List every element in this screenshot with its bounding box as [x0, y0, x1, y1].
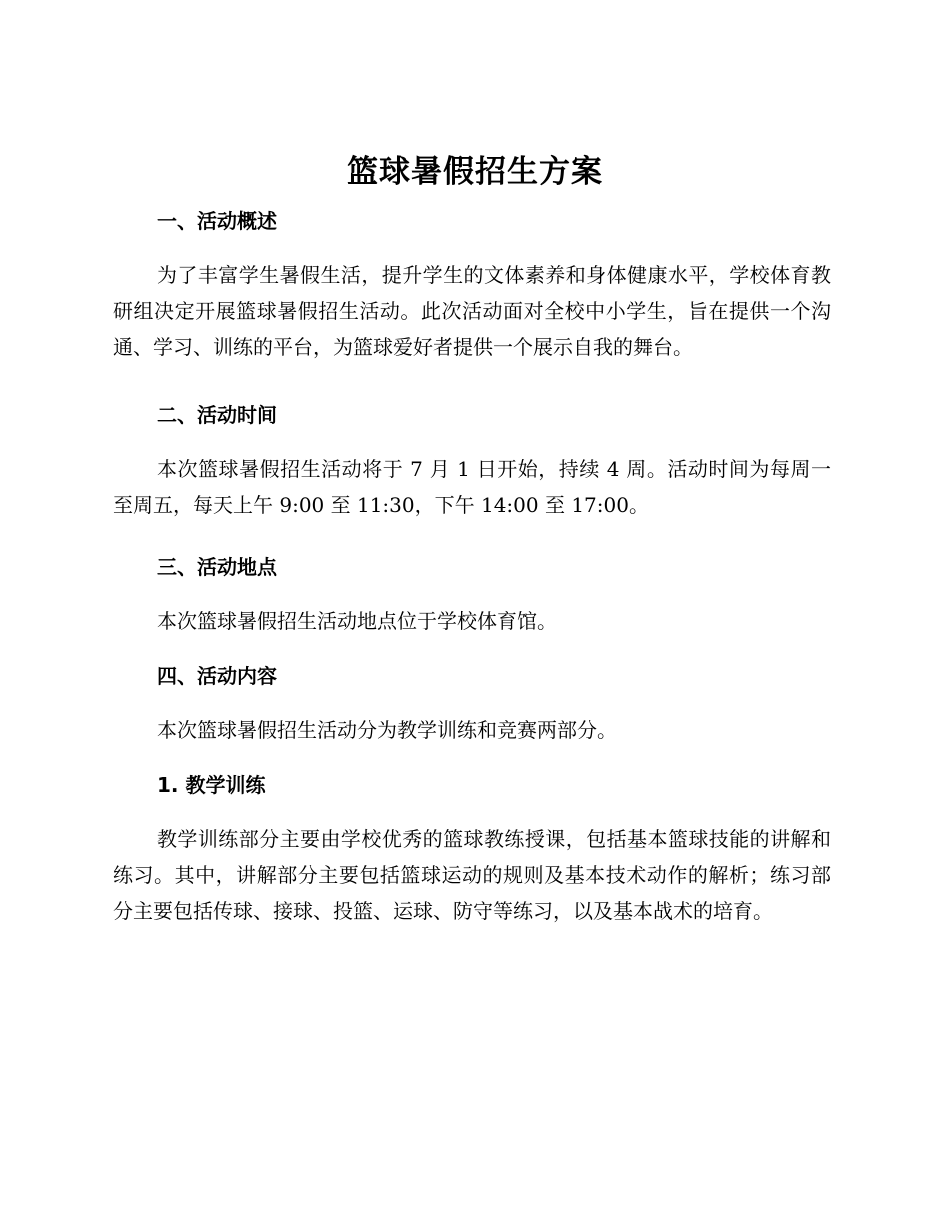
- section-paragraph-time: 本次篮球暑假招生活动将于 7 月 1 日开始，持续 4 周。活动时间为每周一至周五，每天上午 9:00 至 11:30，下午 14:00 至 17:00。: [113, 457, 831, 517]
- section-heading-location: 三、活动地点: [157, 555, 277, 579]
- section-paragraph-overview: 为了丰富学生暑假生活，提升学生的文体素养和身体健康水平，学校体育教研组决定开展篮球暑假招生活动。此次活动面对全校中小学生，旨在提供一个沟通、学习、训练的平台，为篮球爱好者提供一个展示自我的舞台。: [113, 263, 831, 359]
- section-heading-content: 四、活动内容: [157, 664, 277, 688]
- section-heading-overview: 一、活动概述: [157, 209, 277, 233]
- document-title: 篮球暑假招生方案: [347, 154, 603, 190]
- subsection-paragraph-teaching: 教学训练部分主要由学校优秀的篮球教练授课，包括基本篮球技能的讲解和练习。其中，讲解部分主要包括篮球运动的规则及基本技术动作的解析；练习部分主要包括传球、接球、投篮、运球、防守等练习，以及基本战术的培育。: [113, 827, 831, 923]
- section-paragraph-location: 本次篮球暑假招生活动地点位于学校体育馆。: [157, 609, 557, 633]
- section-paragraph-content: 本次篮球暑假招生活动分为教学训练和竞赛两部分。: [157, 718, 617, 742]
- section-heading-time: 二、活动时间: [157, 403, 277, 427]
- subsection-heading-teaching: 1. 教学训练: [157, 773, 266, 797]
